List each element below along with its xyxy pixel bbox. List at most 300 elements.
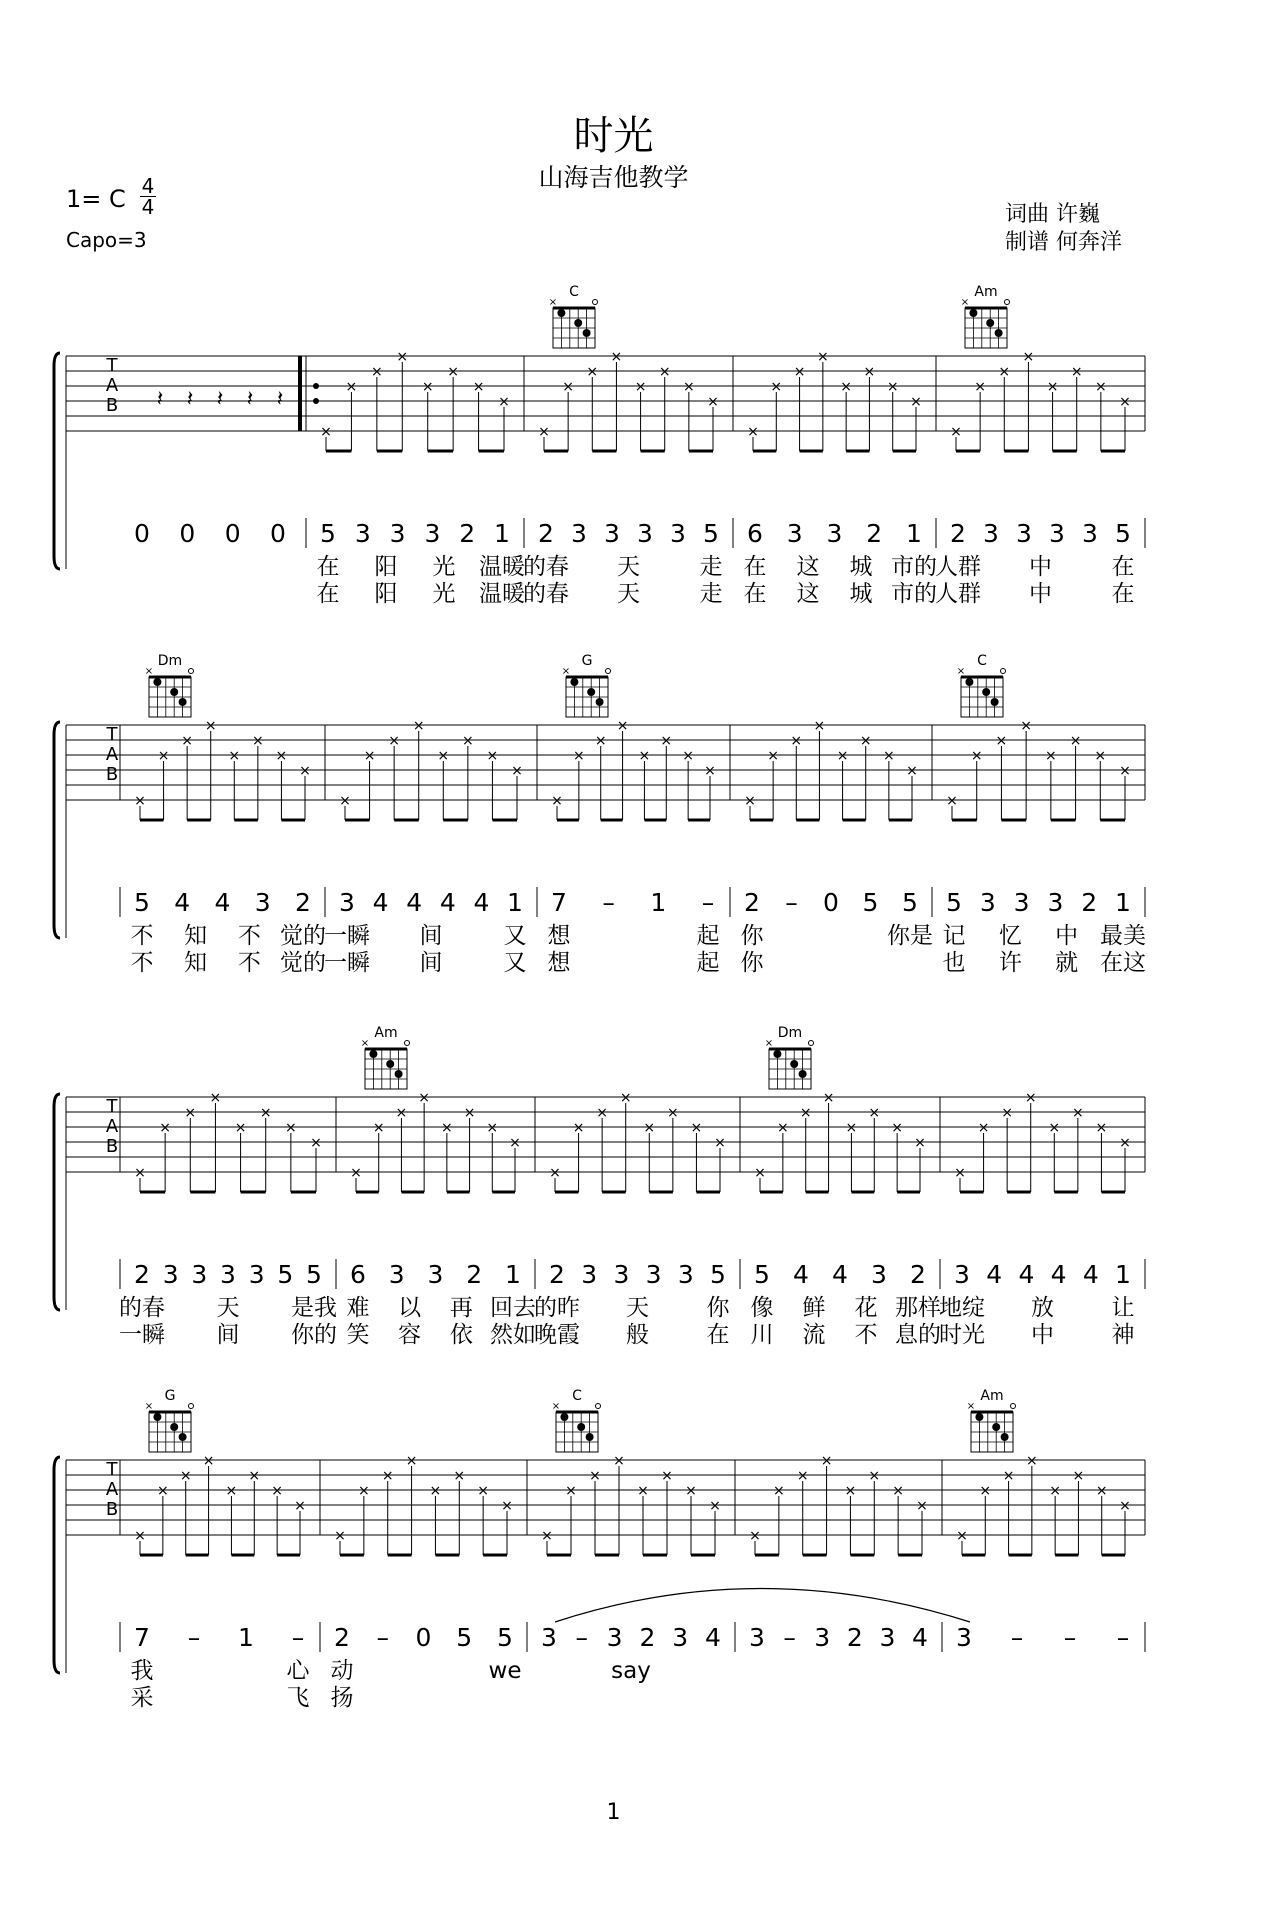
- lyric-verse1: 在: [316, 554, 340, 580]
- lyric-verse1: 在: [1111, 554, 1135, 580]
- tab-clef-letter: B: [105, 764, 119, 785]
- lyric-verse2: 中: [1029, 581, 1052, 607]
- notation-digit: 4: [174, 888, 191, 917]
- lyric-verse1: 市的: [891, 554, 937, 580]
- tab-note-mark: ×: [749, 1528, 761, 1544]
- tab-note-mark: ×: [946, 793, 958, 809]
- notation-digit: 3: [637, 519, 653, 548]
- lyric-verse2: 流: [802, 1322, 826, 1348]
- tab-note-mark: ×: [1001, 1105, 1014, 1121]
- tab-note-mark: ×: [1095, 1483, 1108, 1499]
- lyric-verse2: 不: [130, 950, 154, 976]
- notation-digit: 3: [814, 1623, 831, 1652]
- tab-note-mark: ×: [1119, 394, 1131, 410]
- notation-digit: 3: [541, 1623, 557, 1652]
- notation-digit: 4: [473, 888, 490, 917]
- notation-digit: 6: [747, 519, 763, 548]
- chord-mute-mark: ×: [144, 1401, 154, 1412]
- tab-note-mark: ×: [859, 733, 872, 749]
- tab-note-mark: ×: [754, 1165, 766, 1181]
- notation-digit: 3: [749, 1623, 765, 1652]
- lyric-verse2: 时光: [939, 1322, 985, 1348]
- chord-finger-dot: [790, 1060, 798, 1068]
- notation-digit: 3: [248, 1260, 265, 1289]
- tab-note-mark: ×: [157, 748, 170, 764]
- tab-note-mark: ×: [372, 1120, 385, 1136]
- tab-note-mark: ×: [179, 1468, 192, 1484]
- notation-digit: 3: [954, 1260, 970, 1289]
- lyric-verse1: 花: [854, 1295, 878, 1321]
- lyric-verse2: 在: [1111, 581, 1135, 607]
- tab-clef-letter: T: [106, 724, 118, 745]
- chord-mute-mark: ×: [960, 297, 970, 308]
- tie-slur: [555, 1589, 970, 1623]
- repeat-dot: [313, 398, 319, 404]
- lyric-verse2: 阳: [374, 581, 398, 607]
- lyric-verse1: 像: [750, 1295, 774, 1321]
- chord-finger-dot: [179, 698, 187, 706]
- tab-note-mark: ×: [447, 364, 460, 380]
- lyric-verse2: 然如: [490, 1322, 536, 1348]
- tab-note-mark: ×: [209, 1090, 222, 1106]
- notation-digit: 1: [650, 888, 667, 917]
- tab-note-mark: ×: [995, 733, 1008, 749]
- tab-clef-letter: B: [105, 395, 119, 416]
- tab-note-mark: ×: [1046, 379, 1059, 395]
- tab-note-mark: ×: [259, 1105, 272, 1121]
- tab-note-mark: ×: [892, 1483, 905, 1499]
- notation-digit: –: [1116, 1623, 1130, 1652]
- tab-note-mark: ×: [685, 1483, 697, 1499]
- lyric-verse1: 你是: [887, 923, 933, 949]
- lyric-verse1: 中: [1029, 554, 1052, 580]
- song-subtitle: 山海吉他教学: [538, 163, 689, 192]
- lyric-verse2: 息的: [895, 1322, 941, 1348]
- lyric-verse1: 忆: [998, 923, 1022, 949]
- song-title: 时光: [573, 113, 654, 159]
- tab-note-mark: ×: [799, 1105, 812, 1121]
- notation-digit: 3: [1047, 888, 1064, 917]
- chord-finger-dot: [170, 688, 178, 696]
- tab-note-mark: ×: [840, 379, 853, 395]
- chord-name: C: [572, 1388, 582, 1404]
- tab-note-mark: ×: [501, 1498, 513, 1514]
- notation-digit: 3: [1049, 519, 1065, 548]
- notation-digit: 2: [134, 1260, 150, 1289]
- tab-note-mark: ×: [906, 763, 918, 779]
- lyric-verse2: 依: [449, 1322, 473, 1348]
- tab-note-mark: ×: [1025, 1453, 1038, 1469]
- tab-note-mark: ×: [916, 1498, 928, 1514]
- notation-digit: 3: [191, 1260, 208, 1289]
- notation-digit: 2: [910, 1260, 926, 1289]
- notation-digit: 5: [710, 1260, 726, 1289]
- lyric-verse1: 动: [330, 1658, 354, 1684]
- notation-digit: 3: [162, 1260, 179, 1289]
- chord-finger-dot: [587, 688, 595, 696]
- notation-digit: 5: [703, 519, 719, 548]
- tab-note-mark: ×: [461, 733, 474, 749]
- tab-note-mark: ×: [388, 733, 401, 749]
- lyric-verse2: 也: [942, 950, 966, 976]
- notation-digit: 2: [1081, 888, 1098, 917]
- tab-note-mark: ×: [682, 748, 695, 764]
- tab-note-mark: ×: [1049, 1483, 1062, 1499]
- tab-note-mark: ×: [813, 718, 826, 734]
- chord-finger-dot: [577, 1423, 585, 1431]
- chord-finger-dot: [153, 1413, 161, 1421]
- lyric-verse2: 的春: [523, 581, 569, 607]
- tab-note-mark: ×: [974, 379, 987, 395]
- tab-note-mark: ×: [275, 748, 288, 764]
- notation-digit: 4: [832, 1260, 848, 1289]
- notation-digit: 4: [406, 888, 423, 917]
- chord-name: Am: [974, 284, 998, 300]
- tab-note-mark: ×: [357, 1483, 370, 1499]
- tab-clef-letter: A: [105, 375, 119, 396]
- chord-name: Dm: [777, 1025, 803, 1041]
- chord-mute-mark: ×: [144, 666, 154, 677]
- notation-digit: 0: [270, 519, 286, 548]
- tab-note-mark: ×: [1094, 379, 1107, 395]
- notation-digit: 3: [604, 519, 620, 548]
- tab-note-mark: ×: [453, 1468, 466, 1484]
- chord-open-mark: [1005, 300, 1010, 305]
- tab-note-mark: ×: [181, 733, 194, 749]
- chord-diagram-c: [552, 1388, 601, 1452]
- notation-digit: 2: [866, 519, 883, 548]
- notation-digit: 4: [912, 1623, 928, 1652]
- tab-note-mark: ×: [350, 1165, 362, 1181]
- tab-note-mark: ×: [820, 1453, 833, 1469]
- chord-name: G: [581, 653, 593, 669]
- tab-note-mark: ×: [134, 1165, 146, 1181]
- tab-clef-letter: A: [105, 1479, 119, 1500]
- tab-note-mark: ×: [776, 1120, 789, 1136]
- notation-digit: 2: [459, 519, 476, 548]
- tab-note-mark: ×: [886, 379, 899, 395]
- notation-digit: 3: [670, 519, 686, 548]
- tab-note-mark: ×: [1022, 349, 1035, 365]
- tab-note-mark: ×: [790, 733, 803, 749]
- lyric-verse1: 你: [740, 923, 764, 949]
- lyric-verse1: 你: [706, 1295, 730, 1321]
- tab-note-mark: ×: [747, 424, 759, 440]
- time-signature-bottom: 4: [141, 195, 155, 219]
- notation-digit: 4: [214, 888, 231, 917]
- lyric-verse1: 的昨: [534, 1295, 580, 1321]
- tab-note-mark: ×: [251, 733, 264, 749]
- system-brace: [54, 353, 60, 569]
- notation-digit: 3: [826, 519, 843, 548]
- chord-mute-mark: ×: [561, 666, 571, 677]
- tab-clef-letter: T: [106, 355, 118, 376]
- tab-note-mark: ×: [845, 1120, 858, 1136]
- lyric-verse1: 那样: [895, 1295, 941, 1321]
- rest-symbol: 𝄽: [156, 387, 164, 412]
- lyric-verse1: 在: [743, 554, 767, 580]
- tab-note-mark: ×: [339, 793, 351, 809]
- lyric-verse1: 回去: [490, 1295, 536, 1321]
- lyric-verse2: 一瞬: [324, 950, 370, 976]
- notation-digit: 2: [950, 519, 966, 548]
- system-brace: [54, 722, 60, 938]
- lyric-verse2: 容: [398, 1322, 422, 1348]
- tab-note-mark: ×: [477, 1483, 490, 1499]
- lyric-verse1: 光: [432, 554, 456, 580]
- lyric-verse1: we: [488, 1658, 522, 1684]
- notation-digit: 3: [786, 519, 803, 548]
- notation-digit: –: [575, 1623, 589, 1652]
- tab-note-mark: ×: [486, 748, 499, 764]
- notation-digit: 3: [424, 519, 441, 548]
- chord-mute-mark: ×: [551, 1401, 561, 1412]
- chord-name: Am: [980, 1388, 1004, 1404]
- lyric-verse1: 知: [184, 923, 208, 949]
- tab-note-mark: ×: [463, 1105, 476, 1121]
- chord-name: G: [164, 1388, 176, 1404]
- tab-note-mark: ×: [704, 763, 716, 779]
- tab-note-mark: ×: [156, 1483, 169, 1499]
- chord-finger-dot: [992, 1423, 1000, 1431]
- tab-note-mark: ×: [248, 1468, 261, 1484]
- notation-digit: –: [376, 1623, 389, 1652]
- notation-digit: 5: [134, 888, 150, 917]
- notation-digit: 0: [415, 1623, 432, 1652]
- tab-note-mark: ×: [562, 379, 575, 395]
- lyric-verse2: 在: [316, 581, 340, 607]
- tab-note-mark: ×: [511, 763, 523, 779]
- tab-note-mark: ×: [538, 424, 550, 440]
- notation-digit: 3: [871, 1260, 887, 1289]
- notation-digit: 3: [645, 1260, 662, 1289]
- tab-note-mark: ×: [744, 793, 756, 809]
- lyric-verse2: 光: [432, 581, 456, 607]
- chord-diagram-c: [549, 284, 598, 348]
- tab-note-mark: ×: [970, 748, 983, 764]
- chord-mute-mark: ×: [966, 1401, 976, 1412]
- tab-note-mark: ×: [793, 364, 806, 380]
- lyric-verse2: 笑: [346, 1322, 370, 1348]
- chord-finger-dot: [583, 329, 591, 337]
- capo-label: Capo=3: [66, 228, 147, 252]
- tab-note-mark: ×: [596, 1105, 609, 1121]
- lyric-verse2: 城: [849, 581, 873, 607]
- notation-digit: –: [291, 1623, 305, 1652]
- tab-note-mark: ×: [228, 748, 241, 764]
- tab-note-mark: ×: [637, 1483, 649, 1499]
- repeat-dot: [313, 383, 319, 389]
- lyric-verse1: 难: [346, 1295, 370, 1321]
- lyric-verse2: 你: [740, 950, 764, 976]
- tab-note-mark: ×: [225, 1483, 238, 1499]
- chord-finger-dot: [975, 1413, 983, 1421]
- lyric-verse1: 中: [1055, 923, 1079, 949]
- notation-digit: 3: [606, 1623, 623, 1652]
- tab-note-mark: ×: [1069, 733, 1082, 749]
- notation-digit: 1: [906, 519, 922, 548]
- notation-digit: 5: [862, 888, 879, 917]
- rest-symbol: 𝄽: [276, 387, 284, 412]
- tab-note-mark: ×: [586, 364, 599, 380]
- chord-finger-dot: [369, 1050, 377, 1058]
- lyric-verse2: 中: [1031, 1322, 1054, 1348]
- lyric-verse1: 再: [449, 1295, 473, 1321]
- notation-digit: 5: [456, 1623, 473, 1652]
- lyric-verse1: 地绽: [939, 1295, 985, 1321]
- tab-clef-letter: B: [105, 1136, 119, 1157]
- tab-note-mark: ×: [1119, 763, 1131, 779]
- chord-finger-dot: [991, 698, 999, 706]
- notation-digit: 3: [1016, 519, 1032, 548]
- tab-clef-letter: A: [105, 1116, 119, 1137]
- tab-note-mark: ×: [707, 394, 719, 410]
- tab-note-mark: ×: [541, 1528, 553, 1544]
- notation-digit: 0: [224, 519, 241, 548]
- lyric-verse1: 心: [286, 1658, 310, 1684]
- notation-digit: 7: [134, 1623, 150, 1652]
- lyric-verse2: 间: [216, 1322, 240, 1348]
- notation-digit: 3: [427, 1260, 444, 1289]
- tab-note-mark: ×: [891, 1120, 904, 1136]
- tab-note-mark: ×: [551, 793, 563, 809]
- tab-note-mark: ×: [868, 1468, 881, 1484]
- tab-note-mark: ×: [770, 379, 783, 395]
- chord-finger-dot: [982, 688, 990, 696]
- tab-note-mark: ×: [271, 1483, 284, 1499]
- lyric-verse2: 市的: [891, 581, 937, 607]
- notation-digit: 1: [238, 1623, 254, 1652]
- notation-digit: 3: [983, 519, 999, 548]
- key-signature: 1= C: [66, 185, 126, 213]
- notation-digit: 5: [306, 1260, 322, 1289]
- chord-finger-dot: [386, 1060, 394, 1068]
- notation-digit: 3: [254, 888, 271, 917]
- notation-digit: 3: [956, 1623, 972, 1652]
- tab-note-mark: ×: [658, 364, 671, 380]
- tab-note-mark: ×: [836, 748, 849, 764]
- chord-name: Am: [374, 1025, 398, 1041]
- notation-digit: 4: [372, 888, 389, 917]
- chord-finger-dot: [570, 678, 578, 686]
- lyric-verse1: 这: [796, 554, 820, 580]
- tab-note-mark: ×: [284, 1120, 297, 1136]
- system-brace: [54, 1094, 60, 1310]
- tab-note-mark: ×: [134, 1528, 146, 1544]
- lyric-verse2: 觉的: [280, 950, 326, 976]
- notation-digit: 3: [354, 519, 371, 548]
- lyric-verse1: 的春: [119, 1295, 165, 1321]
- notation-digit: 1: [494, 519, 510, 548]
- tab-note-mark: ×: [549, 1165, 561, 1181]
- tab-note-mark: ×: [998, 364, 1011, 380]
- notation-digit: 6: [350, 1260, 366, 1289]
- chord-diagram-c: [957, 653, 1006, 717]
- tab-note-mark: ×: [418, 1090, 431, 1106]
- lyric-verse1: 以: [398, 1295, 422, 1321]
- notation-digit: 0: [823, 888, 839, 917]
- notation-digit: 3: [581, 1260, 598, 1289]
- tab-note-mark: ×: [954, 1165, 966, 1181]
- notation-digit: 0: [134, 519, 150, 548]
- lyric-verse1: 不: [130, 923, 154, 949]
- chord-finger-dot: [1001, 1433, 1009, 1441]
- lyric-verse1: 不: [237, 923, 261, 949]
- notation-digit: 2: [334, 1623, 350, 1652]
- tab-clef-letter: A: [105, 744, 119, 765]
- notation-digit: 3: [1013, 888, 1030, 917]
- lyric-verse1: 想: [547, 923, 571, 949]
- lyric-verse2: 在: [706, 1322, 730, 1348]
- notation-digit: –: [602, 888, 615, 917]
- notation-digit: 5: [320, 519, 336, 548]
- notation-digit: 7: [551, 888, 567, 917]
- tab-note-mark: ×: [613, 1453, 625, 1469]
- tab-note-mark: ×: [690, 1120, 703, 1136]
- notation-digit: 3: [1082, 519, 1098, 548]
- tab-note-mark: ×: [405, 1453, 418, 1469]
- tab-note-mark: ×: [709, 1498, 721, 1514]
- tab-note-mark: ×: [844, 1483, 857, 1499]
- lyric-verse1: 人群: [935, 554, 981, 580]
- notation-digit: –: [701, 888, 715, 917]
- lyric-verse1: 的春: [523, 554, 569, 580]
- notation-digit: 3: [389, 519, 406, 548]
- tab-note-mark: ×: [294, 1498, 306, 1514]
- notation-digit: 4: [1082, 1260, 1099, 1289]
- lyric-verse1: 记: [942, 923, 966, 949]
- tab-note-mark: ×: [1072, 1468, 1085, 1484]
- tab-note-mark: ×: [638, 748, 651, 764]
- tab-note-mark: ×: [159, 1120, 172, 1136]
- lyric-verse2: 又: [503, 950, 527, 976]
- tab-note-mark: ×: [429, 1483, 442, 1499]
- chord-mute-mark: ×: [956, 666, 966, 677]
- chord-open-mark: [606, 669, 611, 674]
- chord-diagram-am: [361, 1025, 410, 1089]
- notation-digit: 4: [1050, 1260, 1067, 1289]
- tab-note-mark: ×: [509, 1135, 521, 1151]
- rest-symbol: 𝄽: [246, 387, 254, 412]
- tab-note-mark: ×: [320, 424, 332, 440]
- notation-digit: 0: [179, 519, 196, 548]
- notation-digit: 2: [466, 1260, 483, 1289]
- chord-diagram-g: [145, 1388, 194, 1452]
- notation-digit: 3: [677, 1260, 694, 1289]
- tab-note-mark: ×: [1002, 1468, 1015, 1484]
- tab-note-mark: ×: [363, 748, 376, 764]
- credit-transcriber: 制谱 何奔洋: [1005, 230, 1122, 255]
- chord-open-mark: [809, 1041, 814, 1046]
- chord-name: C: [569, 284, 579, 300]
- notation-digit: 2: [549, 1260, 565, 1289]
- chord-finger-dot: [153, 678, 161, 686]
- notation-digit: 3: [879, 1623, 896, 1652]
- notation-digit: 4: [986, 1260, 1003, 1289]
- chord-open-mark: [1001, 669, 1006, 674]
- lyric-verse2: 在: [743, 581, 767, 607]
- tab-note-mark: ×: [956, 1528, 968, 1544]
- tab-note-mark: ×: [772, 1483, 785, 1499]
- lyric-verse1: 天: [617, 554, 640, 580]
- chord-finger-dot: [773, 1050, 781, 1058]
- tab-note-mark: ×: [1095, 1120, 1108, 1136]
- tab-note-mark: ×: [202, 1453, 215, 1469]
- lyric-verse1: 觉的: [280, 923, 326, 949]
- system-brace: [54, 1457, 60, 1673]
- notation-digit: –: [187, 1623, 201, 1652]
- lyric-verse1: 间: [419, 923, 443, 949]
